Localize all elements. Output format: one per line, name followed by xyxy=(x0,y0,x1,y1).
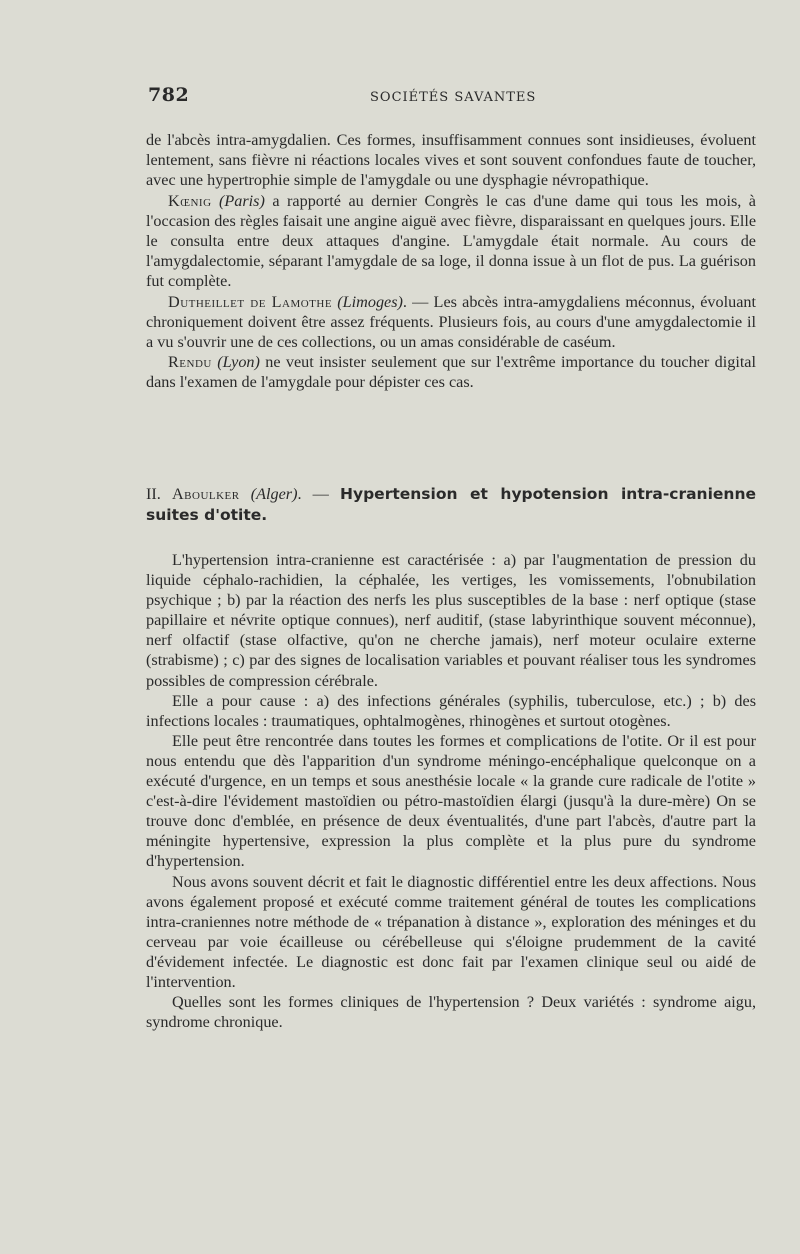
author-city: (Paris) xyxy=(219,191,265,210)
paragraph: Nous avons souvent décrit et fait le diagnostic différentiel entre les deux affections. Nous avons également proposé et exécuté comme traitement général de toutes les complications intra-craniennes notre méthode de « trépanation à distance », exploration des méninges et du cerveau par voie écailleuse ou cérébelleuse qui s'éloigne prudemment de la cavité d'évidement infectée. Le diagnostic est donc fait par l'examen clinique seul ou aidé de l'intervention. xyxy=(146,872,756,991)
author-city: (Lyon) xyxy=(217,353,260,372)
author-name: Dutheillet de Lamothe xyxy=(168,292,333,311)
paragraph: Elle a pour cause : a) des infections générales (syphilis, tuberculose, etc.) ; b) des infections locales : traumatiques, ophtalmogènes, rhinogènes et surtout otogènes. xyxy=(146,691,756,730)
running-title: SOCIÉTÉS SAVANTES xyxy=(370,90,537,105)
discussion-section xyxy=(146,130,756,393)
paragraph-continuation: de l'abcès intra-amygdalien. Ces formes, insuffisamment connues sont insidieuses, évoluent lentement, sans fièvre ni réactions locales vives et sont souvent confondues faute de toucher, avec une hypertrophie simple de l'amygdale ou une dysphagie névropathique. xyxy=(146,131,756,190)
paragraph: Elle peut être rencontrée dans toutes les formes et complications de l'otite. Or il est pour nous entendu que dès l'apparition d'un syndrome méningo-encéphalique quelconque on a exécuté d'urgence, en un temps et sous anesthésie locale « la grande cure radicale de l'otite » c'est-à-dire l'évidement mastoïdien ou pétro-mastoïdien élargi (jusqu'à la dure-mère) On se trouve donc d'emblée, en présence de deux éventualités, d'une part l'abcès, d'autre part la méningite hypertensive, expression la plus complète et la plus pure du syndrome d'hypertension. xyxy=(146,731,756,871)
heading-dash: . — xyxy=(297,485,341,503)
author-city: (Limoges) xyxy=(337,292,403,311)
paragraph-koenig xyxy=(146,191,756,292)
paragraph-text: ne veut insister seulement que sur l'extrême importance du toucher digital dans l'examen de l'amygdale pour dépister ces cas. xyxy=(146,353,756,392)
paragraph: Quelles sont les formes cliniques de l'hypertension ? Deux variétés : syndrome aigu, syndrome chronique. xyxy=(146,993,756,1032)
paragraph-dutheillet xyxy=(146,292,756,353)
paragraph: L'hypertension intra-cranienne est caractérisée : a) par l'augmentation de pression du liquide céphalo-rachidien, la céphalée, les vertiges, les vomissements, l'obnubilation psychique ; b) par la réaction des nerfs les plus susceptibles de la base : nerf optique (stase papillaire et névrite optique connues), nerf auditif, (stase labyrinthique souvent méconnue), nerf olfactif (stase olfactive, qu'on ne cherche jamais), nerf moteur oculaire externe (strabisme) ; c) par des signes de localisation variables et pouvant réaliser tous les syndromes possibles de compression cérébrale. xyxy=(146,551,756,690)
section-title: Hypertension et hypotension intra-cranienne suites d'otite. xyxy=(146,485,756,524)
page-number: 782 xyxy=(148,84,190,106)
paragraph-text: a rapporté au dernier Congrès le cas d'une dame qui tous les mois, à l'occasion des règles faisait une angine aiguë avec fièvre, disparaissant en quelques jours. Elle le consulta entre deux attaques d'angine. L'amygdale était normale. Au cours de l'amygdalectomie, séparant l'amygdale de sa loge, il donna issue à un flot de pus. La guérison fut complète. xyxy=(146,191,756,291)
author-name: Aboulker xyxy=(171,485,240,503)
section-heading xyxy=(146,484,756,525)
paragraph-text: . — Les abcès intra-amygdaliens méconnus, évoluant chroniquement doivent être assez fréquents. Plusieurs fois, au cours d'une amygdalectomie il a vu s'ouvrir une de ces collections, ou un amas considérable de caséum. xyxy=(146,292,756,352)
section-numeral: II. xyxy=(146,485,161,503)
author-city: (Alger) xyxy=(250,485,298,503)
paragraph-rendu xyxy=(146,352,756,392)
author-name: Kœnig xyxy=(168,191,212,210)
author-name: Rendu xyxy=(168,353,212,372)
communication-body xyxy=(146,550,756,1032)
